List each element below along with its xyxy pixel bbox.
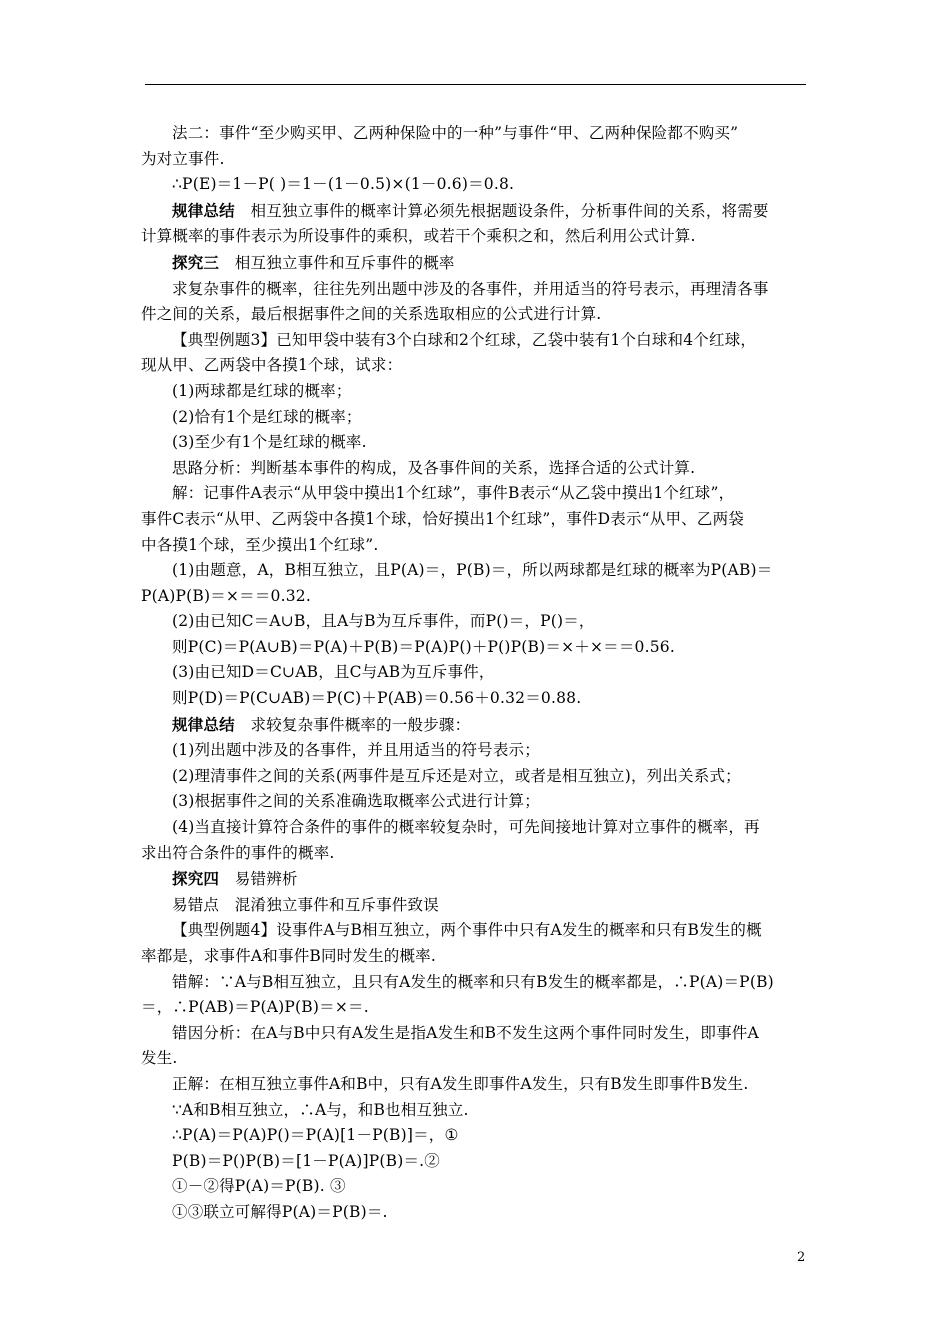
line-text: 相互独立事件和互斥事件的概率 [219,253,455,272]
line-text: 相互独立事件的概率计算必须先根据题设条件，分析事件间的关系，将需要 [234,201,769,220]
text-line [141,584,811,610]
line-text: 求复杂事件的概率，往往先列出题中涉及的各事件，并用适当的符号表示，再理清各事 [172,279,769,298]
text-line [141,558,811,584]
line-text: (2)恰有1个是红球的概率； [172,407,362,426]
text-line [141,944,811,970]
line-text: (2)由已知C＝A∪B，且A与B为互斥事件，而P()＝，P()＝， [172,612,595,631]
line-text: 易错点 混淆独立事件和互斥事件致误 [172,895,439,914]
text-line [141,660,811,686]
text-line [141,1098,811,1124]
text-line [141,866,811,893]
text-line [141,893,811,919]
text-line [141,1021,811,1047]
line-text: (1)列出题中涉及的各事件，并且用适当的符号表示； [172,741,540,760]
text-line [141,635,811,661]
line-text: 为对立事件. [141,149,225,168]
text-line [141,1046,811,1072]
section-label: 规律总结 [172,200,235,220]
text-line [141,353,811,379]
text-line [141,738,811,764]
text-line [141,405,811,431]
line-text: 错解：∵A与B相互独立，且只有A发生的概率和只有B发生的概率都是，∴P(A)＝P(B) [172,972,774,991]
text-line [141,995,811,1021]
line-text: 中各摸1个球，至少摸出1个红球”. [141,535,379,554]
line-text: 正解：在相互独立事件A和B中，只有A发生即事件A发生，只有B发生即事件B发生. [172,1074,749,1093]
line-text: 件之间的关系，最后根据事件之间的关系选取相应的公式进行计算. [141,305,602,324]
text-line [141,841,811,867]
line-text: 事件C表示“从甲、乙两袋中各摸1个球，恰好摸出1个红球”，事件D表示“从甲、乙两袋 [141,509,744,528]
text-line [141,430,811,456]
line-text: 解：记事件A表示“从甲袋中摸出1个红球”，事件B表示“从乙袋中摸出1个红球”， [172,484,735,503]
text-line [141,789,811,815]
line-text: 率都是，求事件A和事件B同时发生的概率. [141,947,437,965]
line-text: P(B)＝P()P(B)＝[1－P(A)]P(B)＝.② [172,1151,440,1170]
text-line [141,507,811,533]
page-number: 2 [797,1250,806,1265]
text-line [141,250,811,277]
header-rule [145,84,806,85]
section-label: 探究三 [172,252,220,272]
text-line [141,712,811,739]
section-label: 规律总结 [172,714,235,734]
line-text: 现从甲、乙两袋中各摸1个球，试求： [141,356,403,375]
text-line [141,147,811,173]
text-line [141,1072,811,1098]
line-text: ∴P(A)＝P(A)P()＝P(A)[1－P(B)]＝，① [172,1126,459,1145]
text-line [141,379,811,405]
text-line [141,918,811,944]
line-text: ①③联立可解得P(A)＝P(B)＝. [172,1202,388,1221]
text-line [141,764,811,790]
line-text: (1)由题意，A，B相互独立，且P(A)＝，P(B)＝，所以两球都是红球的概率为P(AB)＝ [172,561,773,580]
line-text: (3)至少有1个是红球的概率. [172,433,367,452]
text-line [141,609,811,635]
text-line [141,198,811,225]
line-text: 求较复杂事件概率的一般步骤： [234,715,471,734]
line-text: 则P(D)＝P(C∪AB)＝P(C)＋P(AB)＝0.56＋0.32＝0.88. [172,689,582,708]
line-text: 发生. [141,1049,178,1068]
line-text: ∴P(E)＝1－P( )＝1－(1－0.5)×(1－0.6)＝0.8. [172,175,515,194]
text-line [141,970,811,996]
text-line [141,224,811,250]
line-text: (1)两球都是红球的概率； [172,381,352,400]
text-line [141,1123,811,1149]
text-line [141,533,811,559]
line-text: (2)理清事件之间的关系(两事件是互斥还是对立，或者是相互独立)，列出关系式； [172,766,741,785]
text-line [141,1200,811,1226]
line-text: 错因分析：在A与B中只有A发生是指A发生和B不发生这两个事件同时发生，即事件A [172,1023,759,1042]
text-line [141,1149,811,1175]
section-label: 探究四 [172,869,220,889]
text-line [141,302,811,328]
text-line [141,815,811,841]
line-text: (3)根据事件之间的关系准确选取概率公式进行计算； [172,792,540,811]
text-line [141,172,811,198]
line-text: (3)由已知D＝C∪AB，且C与AB为互斥事件， [172,663,495,682]
line-text: ＝，∴P(AB)＝P(A)P(B)＝×＝. [141,998,369,1017]
text-line [141,1174,811,1200]
line-text: 【典型例题3】已知甲袋中装有3个白球和2个红球，乙袋中装有1个白球和4个红球， [172,330,757,349]
text-line [141,686,811,712]
text-line [141,481,811,507]
line-text: ①－②得P(A)＝P(B). ③ [172,1177,346,1196]
line-text: 求出符合条件的事件的概率. [141,843,335,862]
text-line [141,121,811,147]
line-text: ∵A和B相互独立，∴A与，和B也相互独立. [172,1100,469,1119]
line-text: 法二：事件“至少购买甲、乙两种保险中的一种”与事件“甲、乙两种保险都不购买” [172,124,739,142]
line-text: 易错辨析 [219,870,298,889]
line-text: 计算概率的事件表示为所设事件的乘积，或若干个乘积之和，然后利用公式计算. [141,227,696,246]
line-text: 则P(C)＝P(A∪B)＝P(A)＋P(B)＝P(A)P()＋P()P(B)＝×＋×＝＝0.56. [172,637,676,656]
text-line [141,328,811,354]
text-line [141,456,811,482]
line-text: (4)当直接计算符合条件的事件的概率较复杂时，可先间接地计算对立事件的概率，再 [172,818,760,837]
line-text: 思路分析：判断基本事件的构成，及各事件间的关系，选择合适的公式计算. [172,458,696,477]
document-body [141,121,811,1226]
line-text: P(A)P(B)＝×＝＝0.32. [141,586,311,605]
line-text: 【典型例题4】设事件A与B相互独立，两个事件中只有A发生的概率和只有B发生的概 [172,921,762,940]
text-line [141,277,811,303]
